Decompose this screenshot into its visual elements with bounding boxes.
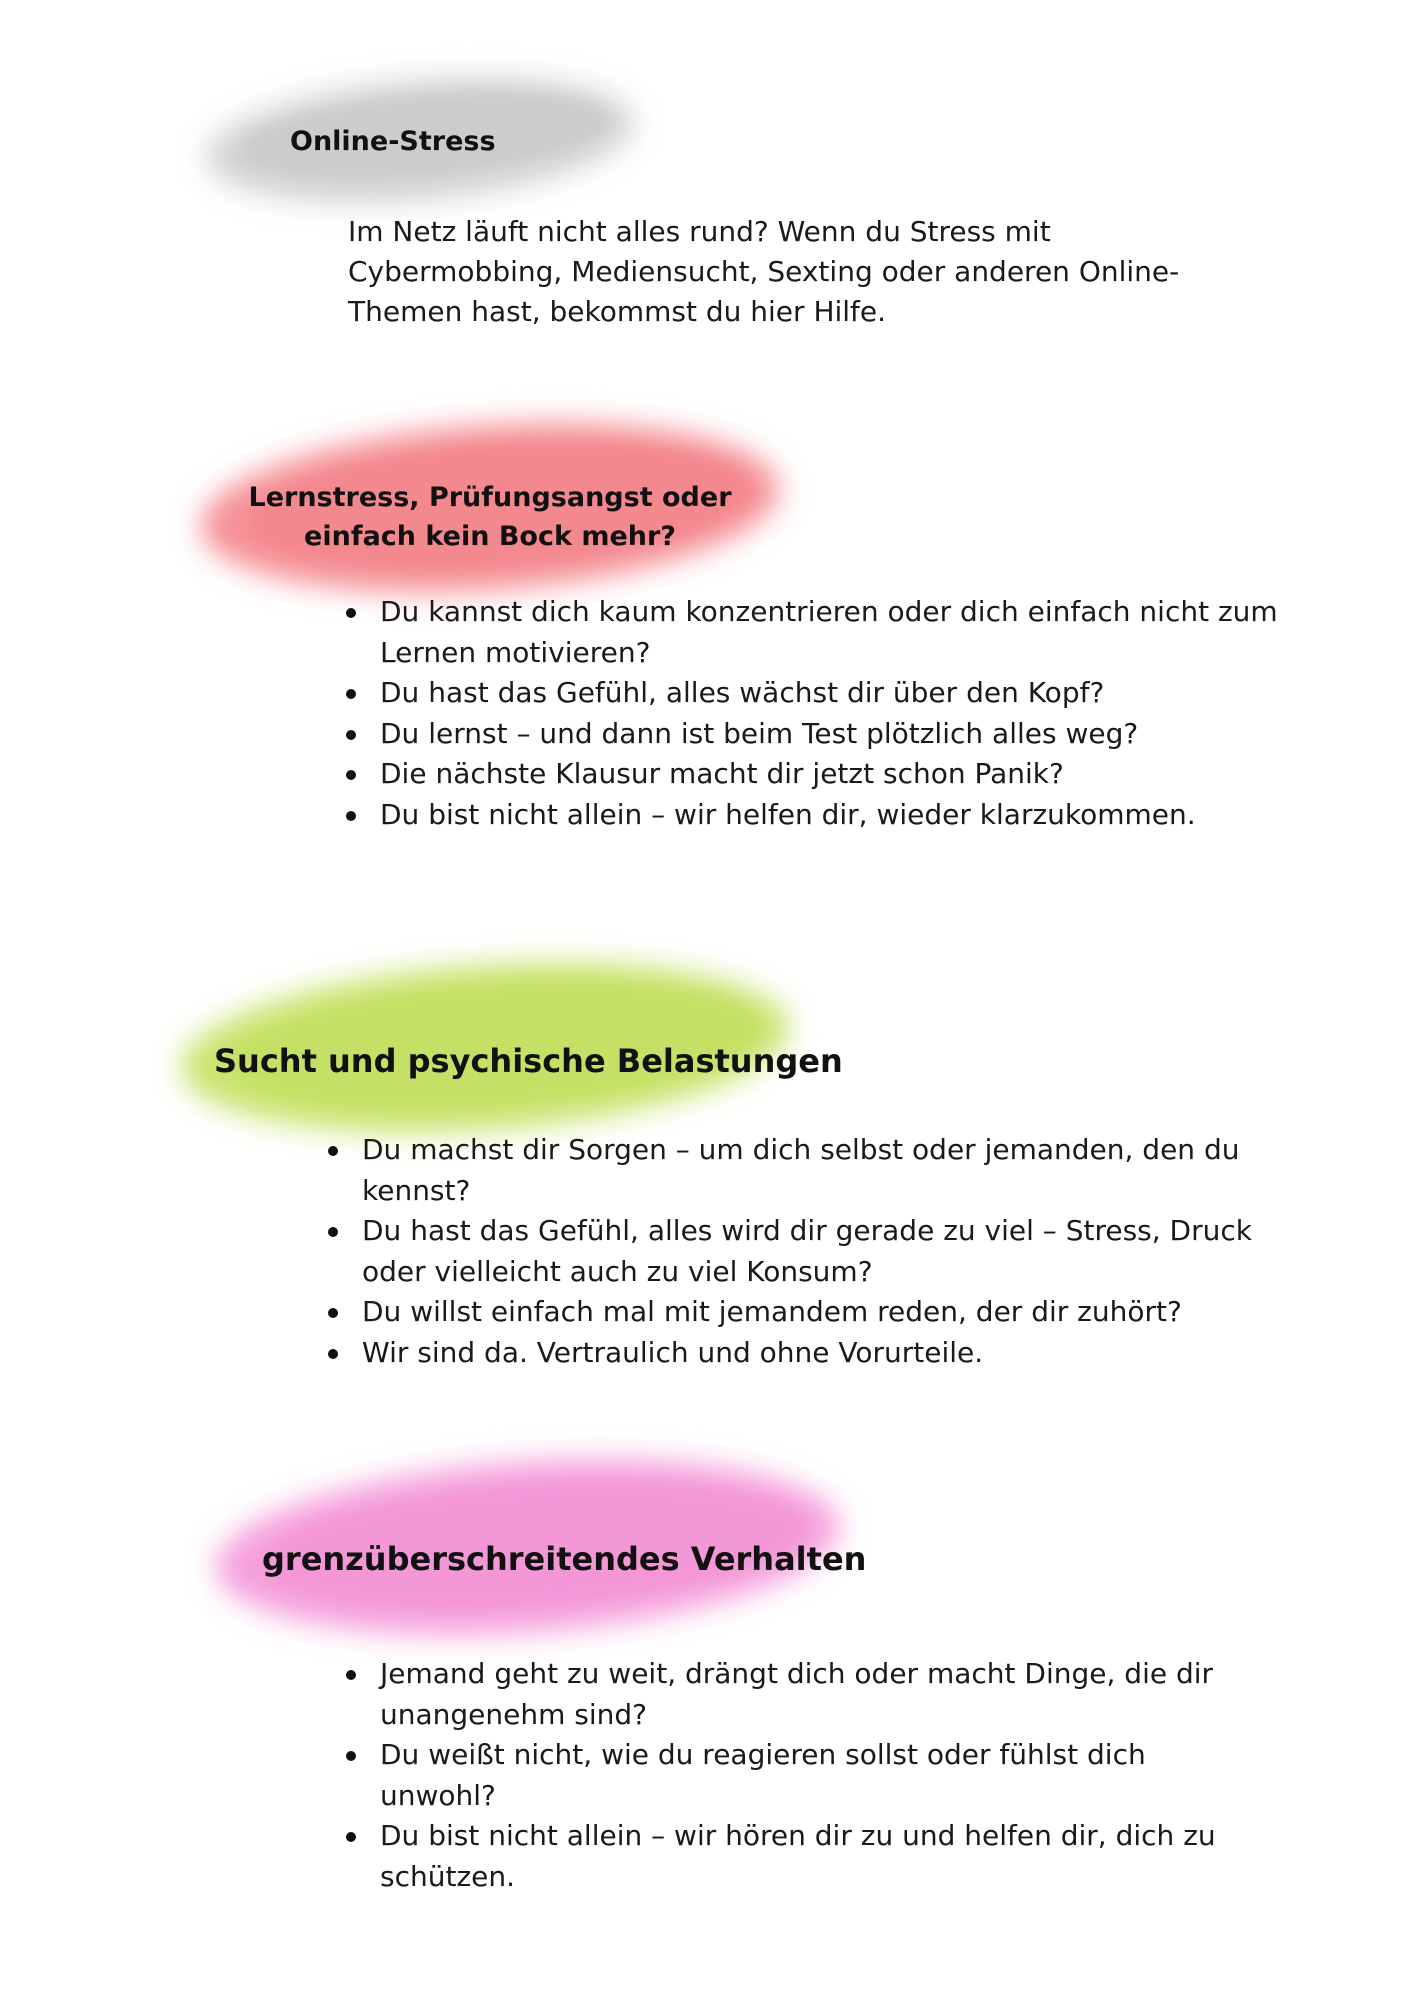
list-item: Du bist nicht allein – wir helfen dir, wieder klarzukommen.	[346, 795, 1296, 836]
list-item: Du machst dir Sorgen – um dich selbst oder jemanden, den du kennst?	[328, 1130, 1258, 1211]
list-item: Wir sind da. Vertraulich und ohne Vorurteile.	[328, 1333, 1258, 1374]
list-item: Du lernst – und dann ist beim Test plötzlich alles weg?	[346, 714, 1296, 755]
section-grenz	[0, 1440, 1414, 1960]
heading-lernstress	[220, 478, 760, 556]
online-stress-text: Im Netz läuft nicht alles rund? Wenn du Stress mit Cybermobbing, Mediensucht, Sexting oder anderen Online-Themen hast, bekommst du hier Hilfe.	[348, 215, 1180, 328]
section-online-stress	[0, 0, 1414, 340]
list-item: Du hast das Gefühl, alles wird dir gerade zu viel – Stress, Druck oder vielleicht auch zu viel Konsum?	[328, 1211, 1258, 1292]
list-item: Du kannst dich kaum konzentrieren oder dich einfach nicht zum Lernen motivieren?	[346, 592, 1296, 673]
sucht-list	[328, 1130, 1258, 1373]
grenz-list	[346, 1654, 1266, 1897]
section-sucht	[0, 940, 1414, 1400]
heading-grenz: grenzüberschreitendes Verhalten	[262, 1540, 867, 1578]
heading-sucht: Sucht und psychische Belastungen	[214, 1042, 843, 1080]
list-item: Du weißt nicht, wie du reagieren sollst oder fühlst dich unwohl?	[346, 1735, 1266, 1816]
lernstress-list	[346, 592, 1296, 835]
list-item: Jemand geht zu weit, drängt dich oder macht Dinge, die dir unangenehm sind?	[346, 1654, 1266, 1735]
section-lernstress	[0, 400, 1414, 900]
heading-lernstress-line1: Lernstress, Prüfungsangst oder	[248, 482, 732, 513]
list-item: Die nächste Klausur macht dir jetzt schon Panik?	[346, 754, 1296, 795]
list-item: Du bist nicht allein – wir hören dir zu und helfen dir, dich zu schützen.	[346, 1816, 1266, 1897]
heading-lernstress-line2: einfach kein Bock mehr?	[304, 521, 676, 552]
heading-online-stress: Online-Stress	[290, 126, 496, 157]
list-item: Du hast das Gefühl, alles wächst dir über den Kopf?	[346, 673, 1296, 714]
list-item: Du willst einfach mal mit jemandem reden, der dir zuhört?	[328, 1292, 1258, 1333]
